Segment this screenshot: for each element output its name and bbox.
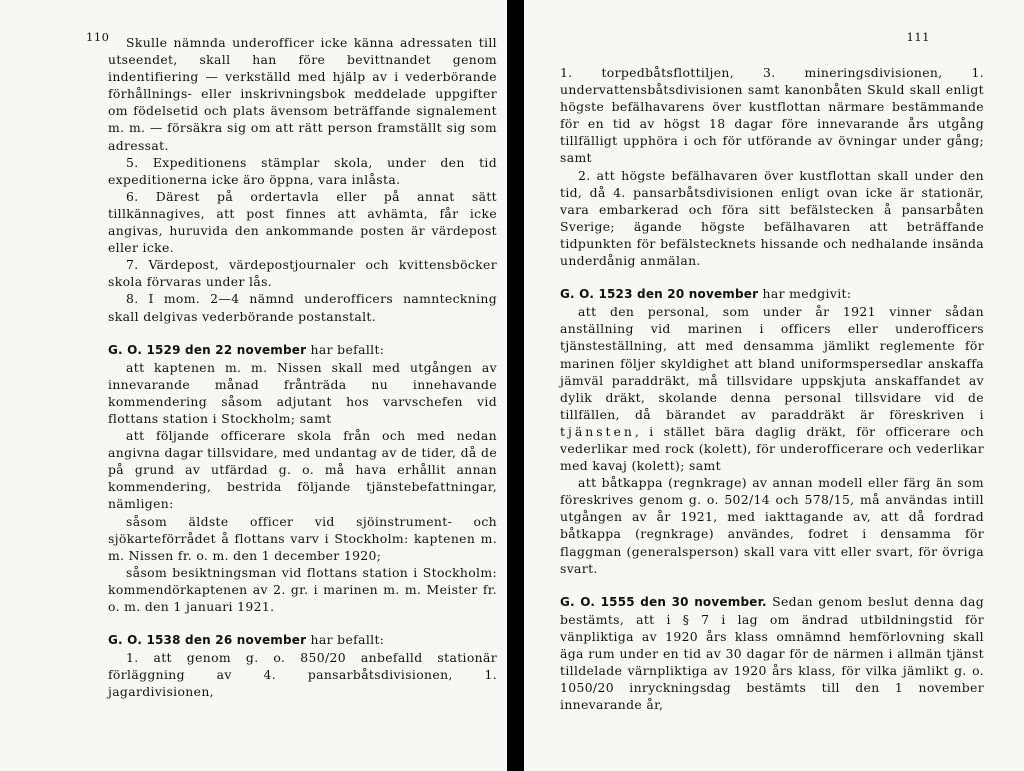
paragraph [560,303,984,474]
order-heading-1523 [560,285,984,303]
paragraph: 6. Därest på ordertavla eller på annat sätt tillkännagives, att post finnes att avhämta, får icke angivas, huruvida den ankommande posten är värdepost eller icke. [108,188,497,256]
text-run: att den personal, som under år 1921 vinner sådan anställning vid marinen i officers eller underofficers tjänsteställning, att med densamma jämlikt reglemente för marinen följer skyldighet att bland uniformspersedlar anskaffa jämväl paraddräkt, må tillsvidare uppskjuta anskaffandet av dylik dräkt, skolande denna personal tillsvidare vid de tillfällen, då bärandet av paraddräkt är föreskriven i [560,304,984,422]
order-heading-1529 [108,341,497,359]
order-text: Sedan genom beslut denna dag bestämts, att i § 7 i lag om ändrad utbildningstid för vänpliktiga av 1920 års klass omnämnd hemförlovning skall äga rum under en tid av 30 dagar för de närmen i allmän tjänst tilldelade värnpliktiga av 1920 års klass, för vilka jämlikt g. o. 1050/20 inryckningsdag bestämts till den 1 november innevarande år, [560,593,985,713]
order-title: G. O. 1538 den 26 november [108,633,307,648]
spaced-emphasis: tjänsten [560,423,635,439]
paragraph: 2. att högste befälhavaren över kustflottan skall under den tid, då 4. pansarbåtsdivisionen enligt ovan icke är stationär, vara embarkerad och föra sitt befälstecken å pansarbåten Sverige; ägande högste befälhavaren att beträffande tidpunkten för befälstecknets hissande och nedhalande insända underdånig anmälan. [560,167,984,269]
paragraph: 7. Värdepost, värdepostjournaler och kvittensböcker skola förvaras under lås. [108,257,497,290]
order-title: G. O. 1529 den 22 november [108,342,307,357]
paragraph: 1. torpedbåtsflottiljen, 3. mineringsdivisionen, 1. undervattensbåtsdivisionen samt kanonbåten Skuld skall enligt högste befälhavarens över kustflottan närmare bestämmande för en tid av högst 18 dagar före innevarande års utgång tillfälligt upphöra i och för utförande av övningar under gång; samt [560,65,984,166]
paragraph: såsom äldste officer vid sjöinstrument- och sjökarteförrådet å flottans varv i Stockholm: kaptenen m. m. Nissen fr. o. m. den 1 december 1920; [108,513,497,563]
paragraph: att båtkappa (regnkrage) av annan modell eller färg än som föreskrives genom g. o. 502/14 och 578/15, må användas intill utgången av år 1921, med iakttagande av, att då fordrad båtkappa (regnkrage) användes, fodret i densamma för flaggman (generalsperson) skall vara vitt eller svart, för övriga svart. [560,475,984,576]
right-page [524,0,1024,771]
order-verb: har befallt: [306,632,385,648]
order-verb: har medgivit: [758,286,852,302]
order-title: G. O. 1523 den 20 november [560,287,759,302]
paragraph: 8. I mom. 2—4 nämnd underofficers namnteckning skall delgivas vederbörande postanstalt. [108,291,497,324]
page-number-right: 111 [906,30,930,44]
order-heading-1538 [108,631,497,649]
left-page [0,0,507,771]
right-page-text [560,34,984,713]
paragraph: 1. att genom g. o. 850/20 anbefalld stationär förläggning av 4. pansarbåtsdivisionen, 1. jagardivisionen, [108,650,497,700]
paragraph: att kaptenen m. m. Nissen skall med utgången av innevarande månad frånträda nu innehavande kommendering såsom adjutant hos varvschefen vid flottans station i Stockholm; samt [108,359,497,426]
paragraph: att följande officerare skola från och med nedan angivna dagar tillsvidare, med undantag av de tider, då de på grund av utfärdad g. o. må hava erhållit annan kommendering, bestrida följande tjänstebefattningar, nämligen: [108,428,497,512]
text-run: , i stället bära daglig dräkt, för officerare och vederlikar med rock (kolett), för underofficerare och vederlikar med kavaj (kolett); samt [560,423,984,474]
order-title: G. O. 1555 den 30 november. [560,594,767,609]
left-page-text [108,34,497,700]
page-number-left: 110 [86,30,110,44]
order-verb: har befallt: [306,341,385,357]
order-heading-1555 [560,593,984,714]
paragraph: såsom besiktningsman vid flottans station i Stockholm: kommendörkaptenen av 2. gr. i marinen m. m. Meister fr. o. m. den 1 januari 1921. [108,564,497,614]
paragraph: Skulle nämnda underofficer icke känna adressaten till utseendet, skall han före bevittnandet genom indentifiering — verkställd med hjälp av i vederbörande förhållnings- eller inskrivningsbok meddelade uppgifter om födelsetid och plats ävensom beträffande signalement m. m. — försäkra sig om att rätt person framställt sig som adressat. [108,35,497,153]
paragraph: 5. Expeditionens stämplar skola, under den tid expeditionerna icke äro öppna, vara inlåsta. [108,154,497,187]
